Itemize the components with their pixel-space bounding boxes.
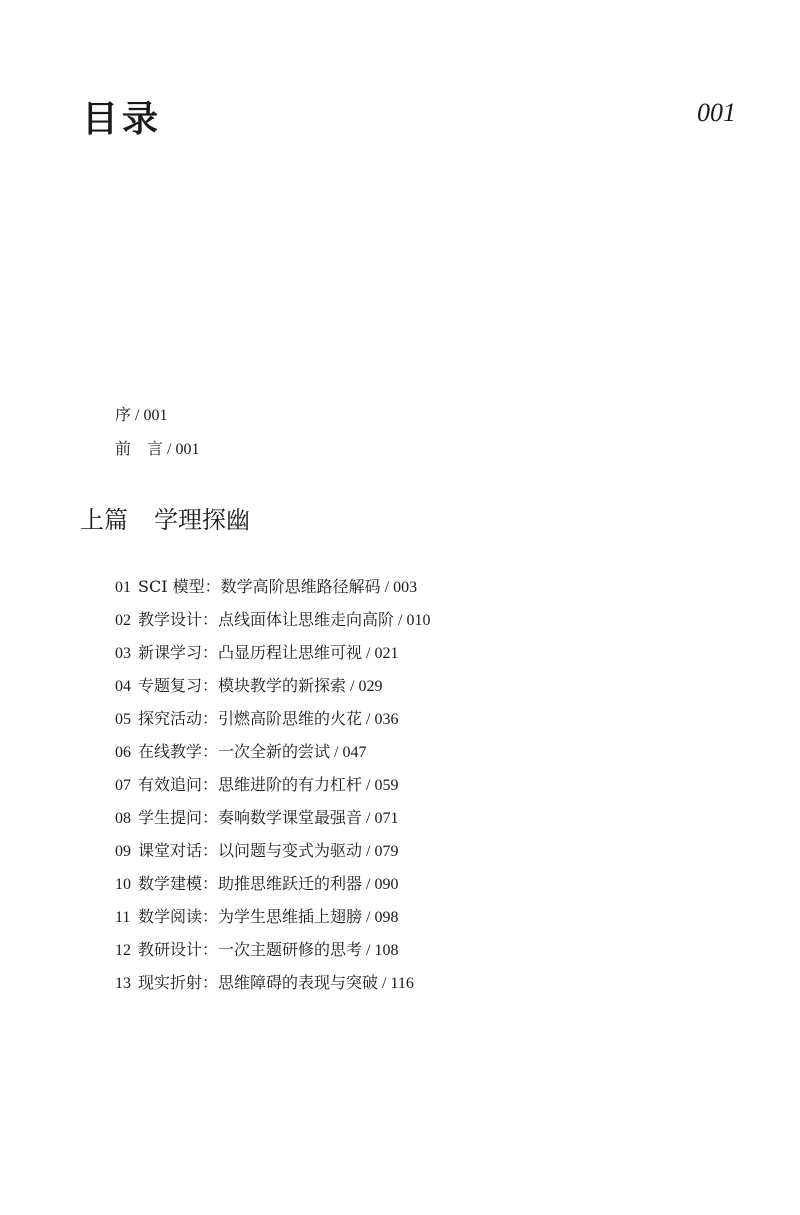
chapter-title: 课堂对话：以问题与变式为驱动	[138, 841, 363, 860]
separator: /	[163, 441, 176, 458]
chapter-entry[interactable]	[115, 805, 430, 838]
chapter-number: 07	[115, 777, 131, 794]
section-part: 上篇	[80, 506, 128, 534]
chapter-number: 10	[115, 876, 131, 893]
chapter-number: 11	[115, 909, 131, 926]
front-matter-item[interactable]	[115, 402, 199, 436]
front-matter-page: 001	[143, 407, 168, 424]
chapter-number: 09	[115, 843, 131, 860]
chapter-page: 059	[374, 777, 399, 794]
chapter-entry[interactable]	[115, 673, 430, 706]
separator: /	[362, 645, 375, 662]
chapter-entry[interactable]	[115, 937, 430, 970]
chapter-title: 专题复习：模块教学的新探索	[138, 676, 347, 695]
separator: /	[362, 909, 375, 926]
chapter-number: 08	[115, 810, 131, 827]
chapter-title: 学生提问：奏响数学课堂最强音	[138, 808, 363, 827]
separator: /	[394, 612, 407, 629]
chapter-entry[interactable]	[115, 970, 430, 1003]
chapter-title: 数学建模：助推思维跃迁的利器	[138, 874, 363, 893]
chapter-entry[interactable]	[115, 772, 430, 805]
chapter-entry[interactable]	[115, 904, 430, 937]
chapter-page: 010	[406, 612, 431, 629]
chapter-title: 教研设计：一次主题研修的思考	[138, 940, 363, 959]
separator: /	[362, 942, 375, 959]
chapter-number: 05	[115, 711, 131, 728]
front-matter-item[interactable]	[115, 436, 199, 470]
front-matter-page: 001	[175, 441, 200, 458]
chapter-number: 01	[115, 579, 131, 596]
chapter-title: 现实折射：思维障碍的表现与突破	[138, 973, 379, 992]
chapter-entry[interactable]	[115, 871, 430, 904]
chapter-number: 04	[115, 678, 131, 695]
page-title: 目录	[82, 99, 163, 140]
front-matter-list	[115, 402, 199, 470]
chapter-title: 教学设计：点线面体让思维走向高阶	[138, 610, 395, 629]
chapter-entry[interactable]	[115, 607, 430, 640]
separator: /	[362, 876, 375, 893]
chapter-title: 有效追问：思维进阶的有力杠杆	[138, 775, 363, 794]
chapter-title: 数学阅读：为学生思维插上翅膀	[138, 907, 363, 926]
section-heading	[80, 508, 250, 532]
separator: /	[346, 678, 359, 695]
separator: /	[362, 843, 375, 860]
chapter-page: 021	[374, 645, 399, 662]
chapter-title: SCI 模型：数学高阶思维路径解码	[138, 577, 381, 596]
chapter-number: 03	[115, 645, 131, 662]
chapter-page: 098	[374, 909, 399, 926]
chapter-entry[interactable]	[115, 838, 430, 871]
section-title: 学理探幽	[154, 506, 250, 534]
chapter-title: 在线教学：一次全新的尝试	[138, 742, 331, 761]
chapter-page: 047	[342, 744, 367, 761]
chapter-number: 12	[115, 942, 131, 959]
chapter-entry[interactable]	[115, 574, 430, 607]
separator: /	[362, 810, 375, 827]
front-matter-label: 前 言	[115, 439, 164, 458]
separator: /	[362, 711, 375, 728]
chapter-page: 071	[374, 810, 399, 827]
separator: /	[131, 407, 144, 424]
chapter-list	[115, 574, 430, 1003]
chapter-page: 108	[374, 942, 399, 959]
chapter-page: 116	[390, 975, 414, 992]
chapter-page: 029	[358, 678, 383, 695]
chapter-title: 新课学习：凸显历程让思维可视	[138, 643, 363, 662]
separator: /	[362, 777, 375, 794]
page-number: 001	[697, 98, 736, 127]
chapter-number: 06	[115, 744, 131, 761]
chapter-entry[interactable]	[115, 640, 430, 673]
chapter-number: 13	[115, 975, 131, 992]
front-matter-label: 序	[115, 405, 132, 424]
chapter-title: 探究活动：引燃高阶思维的火花	[138, 709, 363, 728]
chapter-entry[interactable]	[115, 739, 430, 772]
chapter-page: 090	[374, 876, 399, 893]
chapter-entry[interactable]	[115, 706, 430, 739]
chapter-page: 003	[393, 579, 418, 596]
chapter-page: 079	[374, 843, 399, 860]
separator: /	[378, 975, 391, 992]
chapter-number: 02	[115, 612, 131, 629]
separator: /	[330, 744, 343, 761]
chapter-page: 036	[374, 711, 399, 728]
separator: /	[380, 579, 394, 596]
